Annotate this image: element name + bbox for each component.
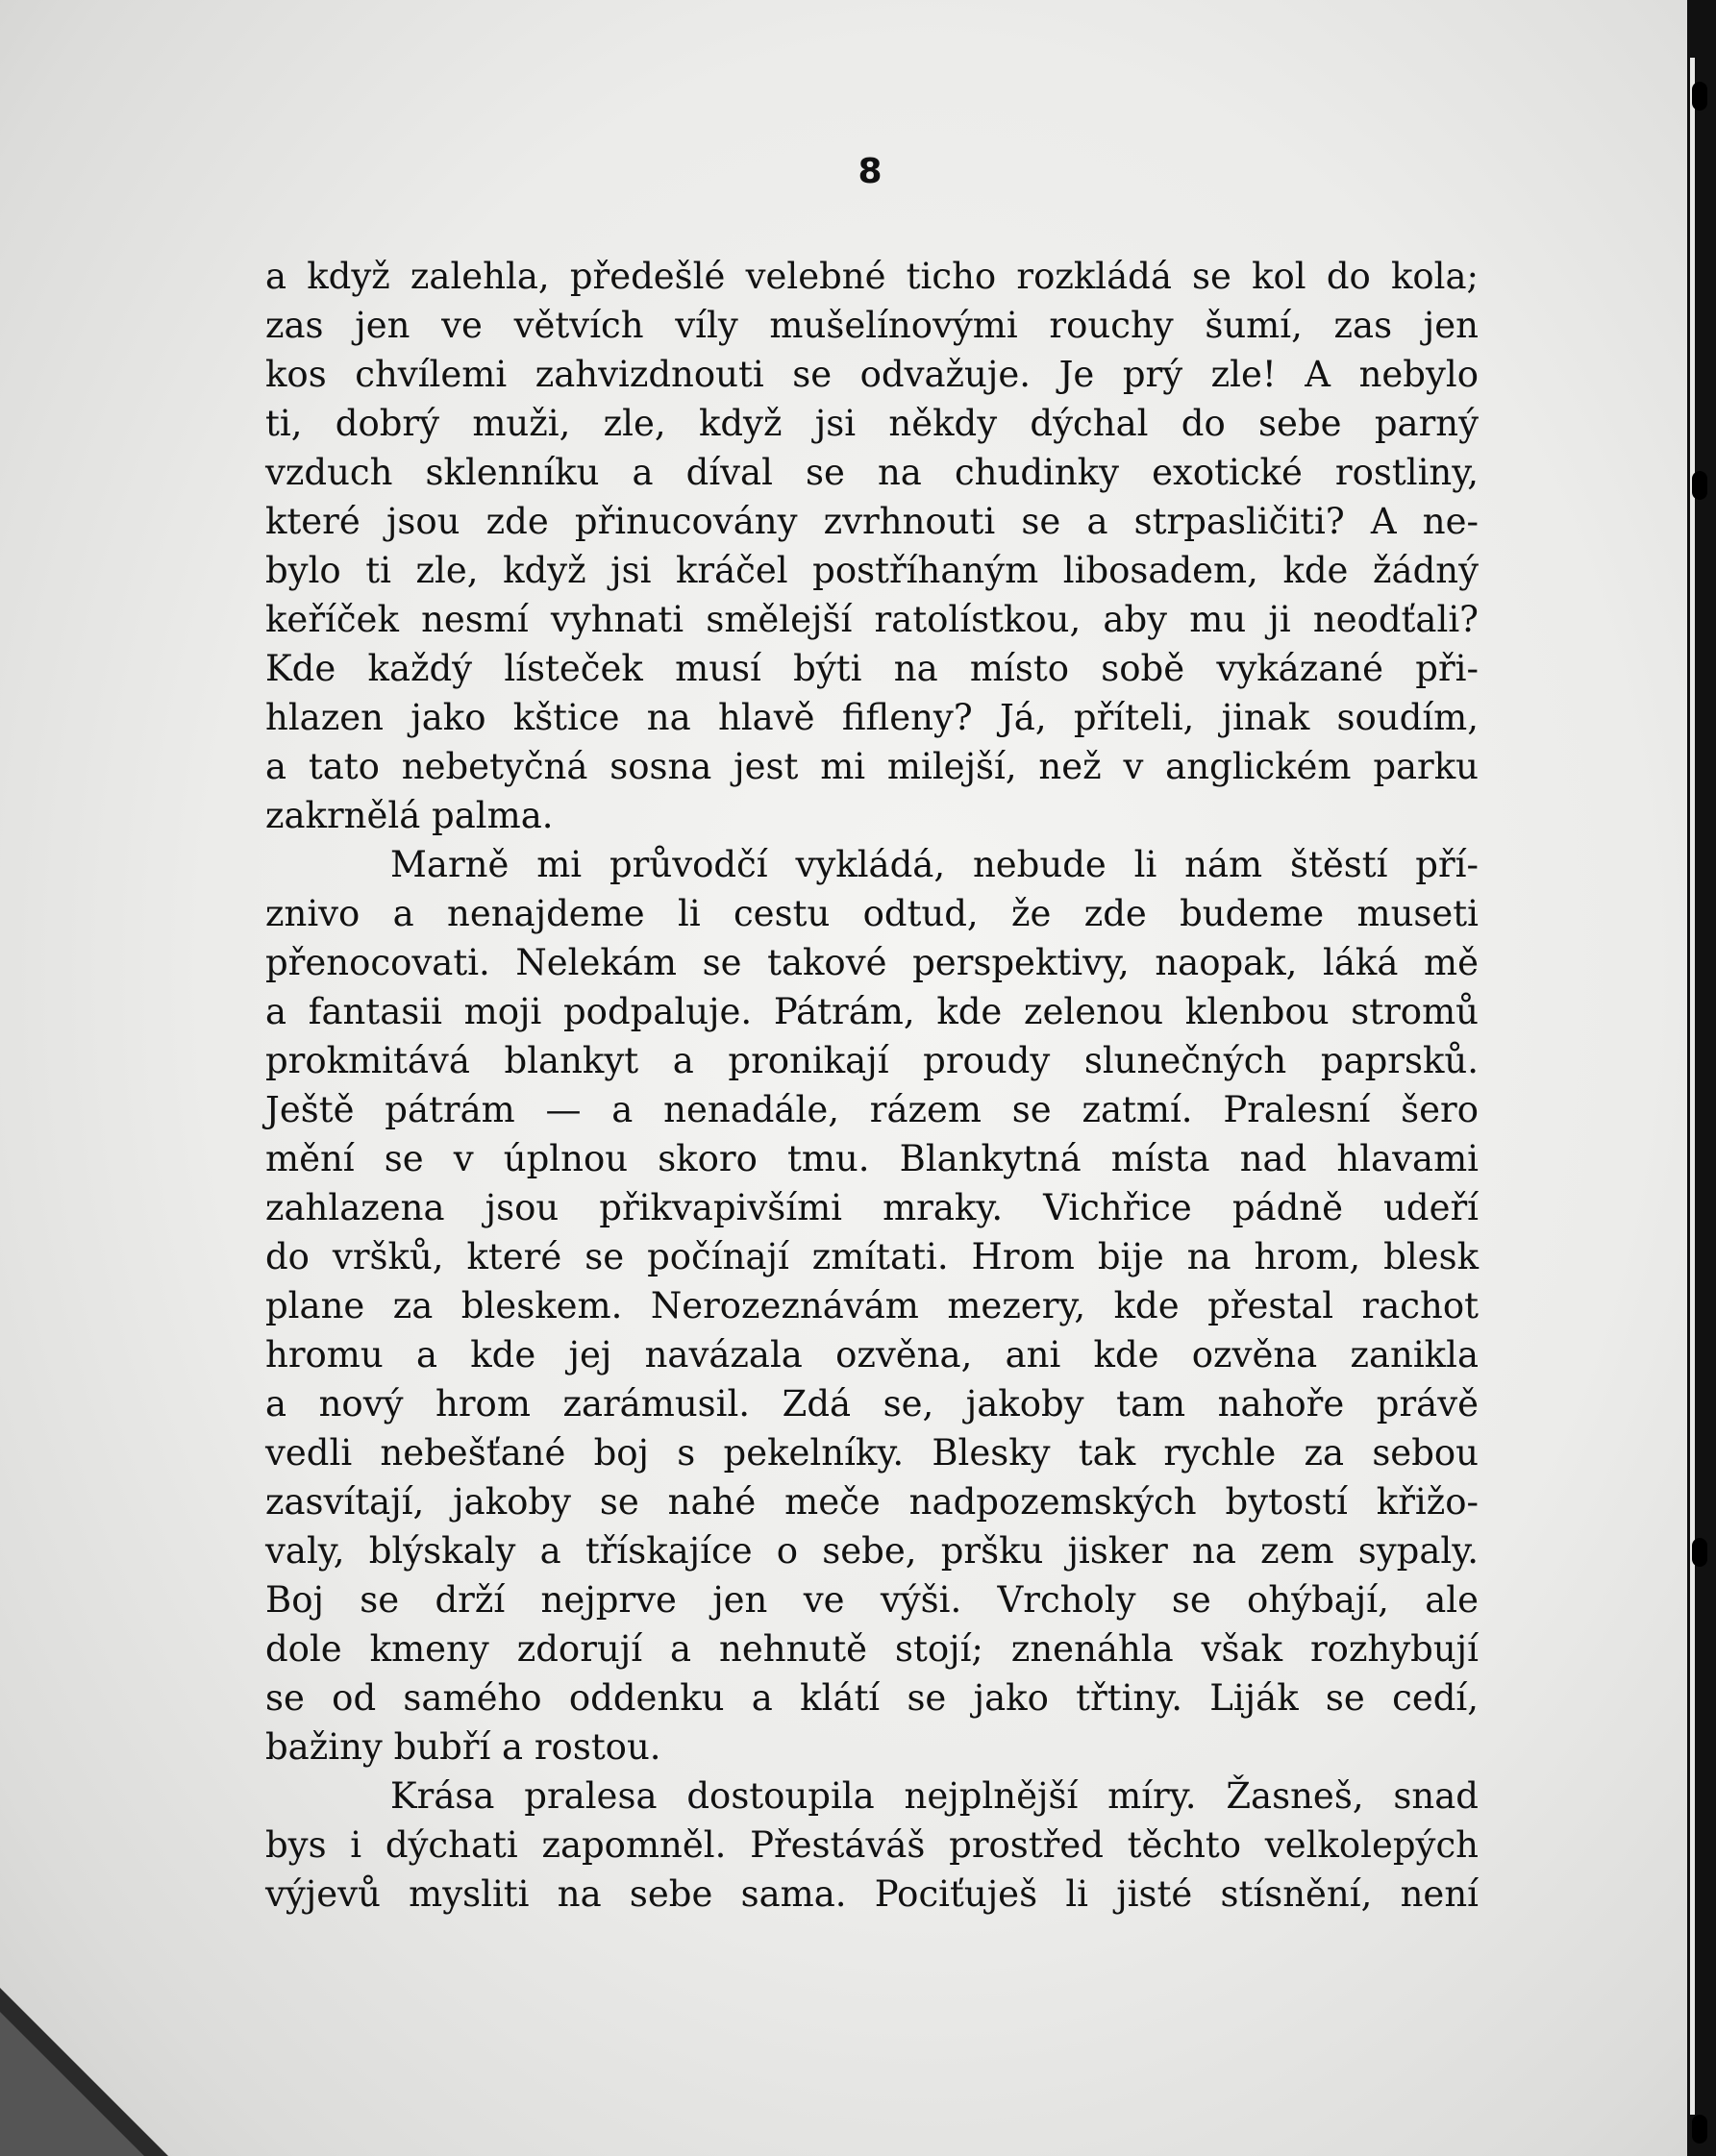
text-line: prokmitává blankyt a pronikají proudy slunečných paprsků. <box>265 1040 1479 1081</box>
text-line: Boj se drží nejprve jen ve výši. Vrcholy se ohýbají, ale <box>265 1579 1479 1621</box>
text-line: plane za bleskem. Nerozeznávám mezery, kde přestal rachot <box>265 1285 1479 1326</box>
page-number: 8 <box>858 152 883 191</box>
text-line: znivo a nenajdeme li cestu odtud, že zde budeme museti <box>265 893 1479 934</box>
edge-mark <box>1692 82 1707 111</box>
text-line: které jsou zde přinucovány zvrhnouti se a strpasličiti? A ne- <box>265 501 1479 542</box>
edge-mark <box>1692 2115 1707 2144</box>
text-line: Krása pralesa dostoupila nejplnější míry. Žasneš, snad <box>390 1775 1479 1817</box>
text-line: přenocovati. Nelekám se takové perspektivy, naopak, láká mě <box>265 942 1479 983</box>
text-line: bažiny bubří a rostou. <box>265 1726 661 1768</box>
text-line: a nový hrom zarámusil. Zdá se, jakoby tam nahoře právě <box>265 1383 1479 1425</box>
text-line: valy, blýskaly a třískajíce o sebe, pršku jisker na zem sypaly. <box>265 1530 1479 1572</box>
text-line: hromu a kde jej navázala ozvěna, ani kde ozvěna zanikla <box>265 1334 1479 1375</box>
folded-corner-inner <box>0 2012 144 2156</box>
text-line: ti, dobrý muži, zle, když jsi někdy dýchal do sebe parný <box>265 403 1479 444</box>
text-line: bys i dýchati zapomněl. Přestáváš prostřed těchto velkolepých <box>265 1824 1479 1866</box>
text-line: vedli nebešťané boj s pekelníky. Blesky tak rychle za sebou <box>265 1432 1479 1474</box>
text-line: a tato nebetyčná sosna jest mi milejší, než v anglickém parku <box>265 746 1479 787</box>
text-line: zakrnělá palma. <box>265 795 554 836</box>
text-line: zahlazena jsou přikvapivšími mraky. Vichřice pádně udeří <box>265 1187 1479 1228</box>
text-line: se od samého oddenku a klátí se jako třtiny. Liják se cedí, <box>265 1677 1479 1719</box>
text-line: a když zalehla, předešlé velebné ticho rozkládá se kol do kola; <box>265 256 1479 297</box>
text-line: Kde každý lísteček musí býti na místo sobě vykázané při- <box>265 648 1479 689</box>
text-line: Marně mi průvodčí vykládá, nebude li nám štěstí pří- <box>390 844 1479 885</box>
text-line: zas jen ve větvích víly mušelínovými rouchy šumí, zas jen <box>265 305 1479 346</box>
edge-mark <box>1692 1538 1707 1567</box>
text-line: bylo ti zle, když jsi kráčel postříhaným libosadem, kde žádný <box>265 550 1479 591</box>
page-edge-line <box>1690 58 1695 2115</box>
text-line: výjevů mysliti na sebe sama. Pociťuješ li jisté stísnění, není <box>265 1873 1479 1915</box>
edge-mark <box>1692 471 1707 500</box>
text-line: kos chvílemi zahvizdnouti se odvažuje. Je prý zle! A nebylo <box>265 354 1479 395</box>
text-line: dole kmeny zdorují a nehnutě stojí; znenáhla však rozhybují <box>265 1628 1479 1670</box>
text-line: a fantasii moji podpaluje. Pátrám, kde zelenou klenbou stromů <box>265 991 1479 1032</box>
text-line: keříček nesmí vyhnati smělejší ratolístkou, aby mu ji neodťali? <box>265 599 1479 640</box>
body-text <box>265 252 1479 1919</box>
text-line: zasvítají, jakoby se nahé meče nadpozemských bytostí křižo- <box>265 1481 1479 1523</box>
text-line: vzduch sklenníku a díval se na chudinky exotické rostliny, <box>265 452 1479 493</box>
text-line: mění se v úplnou skoro tmu. Blankytná místa nad hlavami <box>265 1138 1479 1179</box>
text-line: do vršků, které se počínají zmítati. Hrom bije na hrom, blesk <box>265 1236 1479 1277</box>
text-line: Ještě pátrám — a nenadále, rázem se zatmí. Pralesní šero <box>265 1089 1479 1130</box>
text-line: hlazen jako kštice na hlavě fifleny? Já, příteli, jinak soudím, <box>265 697 1479 738</box>
